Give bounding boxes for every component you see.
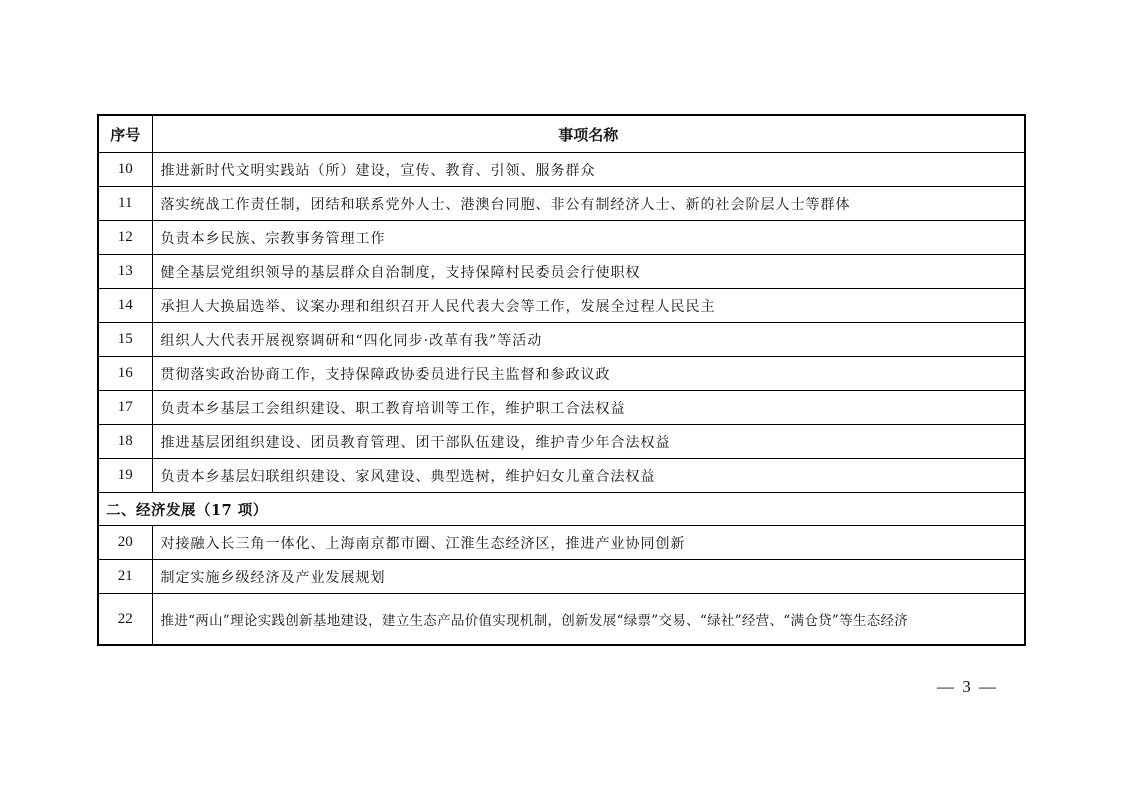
table-row	[98, 526, 1025, 560]
row-number: 21	[98, 560, 152, 594]
table-row	[98, 594, 1025, 646]
table-row	[98, 289, 1025, 323]
table-row	[98, 323, 1025, 357]
table-row	[98, 255, 1025, 289]
row-number: 10	[98, 153, 152, 187]
row-item-name: 制定实施乡级经济及产业发展规划	[152, 560, 1025, 594]
section-heading-row	[98, 493, 1025, 526]
row-item-name: 推进基层团组织建设、团员教育管理、团干部队伍建设，维护青少年合法权益	[152, 425, 1025, 459]
section-heading-economic-development: 二、经济发展（17 项）	[98, 493, 1025, 526]
responsibility-table-container	[97, 114, 1026, 646]
row-item-name: 推进“两山”理论实践创新基地建设，建立生态产品价值实现机制，创新发展“绿票”交易、“绿社”经营、“满仓贷”等生态经济	[152, 594, 1025, 646]
row-number: 22	[98, 594, 152, 646]
row-item-name: 负责本乡基层妇联组织建设、家风建设、典型选树，维护妇女儿童合法权益	[152, 459, 1025, 493]
row-item-name: 健全基层党组织领导的基层群众自治制度，支持保障村民委员会行使职权	[152, 255, 1025, 289]
row-item-name: 承担人大换届选举、议案办理和组织召开人民代表大会等工作，发展全过程人民民主	[152, 289, 1025, 323]
row-number: 16	[98, 357, 152, 391]
row-item-name: 负责本乡基层工会组织建设、职工教育培训等工作，维护职工合法权益	[152, 391, 1025, 425]
row-number: 19	[98, 459, 152, 493]
row-number: 13	[98, 255, 152, 289]
row-item-name: 负责本乡民族、宗教事务管理工作	[152, 221, 1025, 255]
row-number: 11	[98, 187, 152, 221]
row-number: 15	[98, 323, 152, 357]
row-number: 18	[98, 425, 152, 459]
row-item-name: 推进新时代文明实践站（所）建设，宣传、教育、引领、服务群众	[152, 153, 1025, 187]
row-item-name: 贯彻落实政治协商工作，支持保障政协委员进行民主监督和参政议政	[152, 357, 1025, 391]
header-serial-number: 序号	[98, 115, 152, 153]
row-number: 17	[98, 391, 152, 425]
table-row	[98, 357, 1025, 391]
table-row	[98, 391, 1025, 425]
table-row	[98, 425, 1025, 459]
row-number: 20	[98, 526, 152, 560]
table-row	[98, 187, 1025, 221]
row-item-name: 组织人大代表开展视察调研和“四化同步·改革有我”等活动	[152, 323, 1025, 357]
table-row	[98, 560, 1025, 594]
responsibility-table	[97, 114, 1026, 646]
table-row	[98, 459, 1025, 493]
row-item-name: 对接融入长三角一体化、上海南京都市圈、江淮生态经济区，推进产业协同创新	[152, 526, 1025, 560]
page-number: — 3 —	[937, 677, 998, 696]
row-item-name: 落实统战工作责任制，团结和联系党外人士、港澳台同胞、非公有制经济人士、新的社会阶层人士等群体	[152, 187, 1025, 221]
header-item-name: 事项名称	[152, 115, 1025, 153]
row-number: 14	[98, 289, 152, 323]
table-row	[98, 153, 1025, 187]
row-number: 12	[98, 221, 152, 255]
table-row	[98, 221, 1025, 255]
table-header-row	[98, 115, 1025, 153]
